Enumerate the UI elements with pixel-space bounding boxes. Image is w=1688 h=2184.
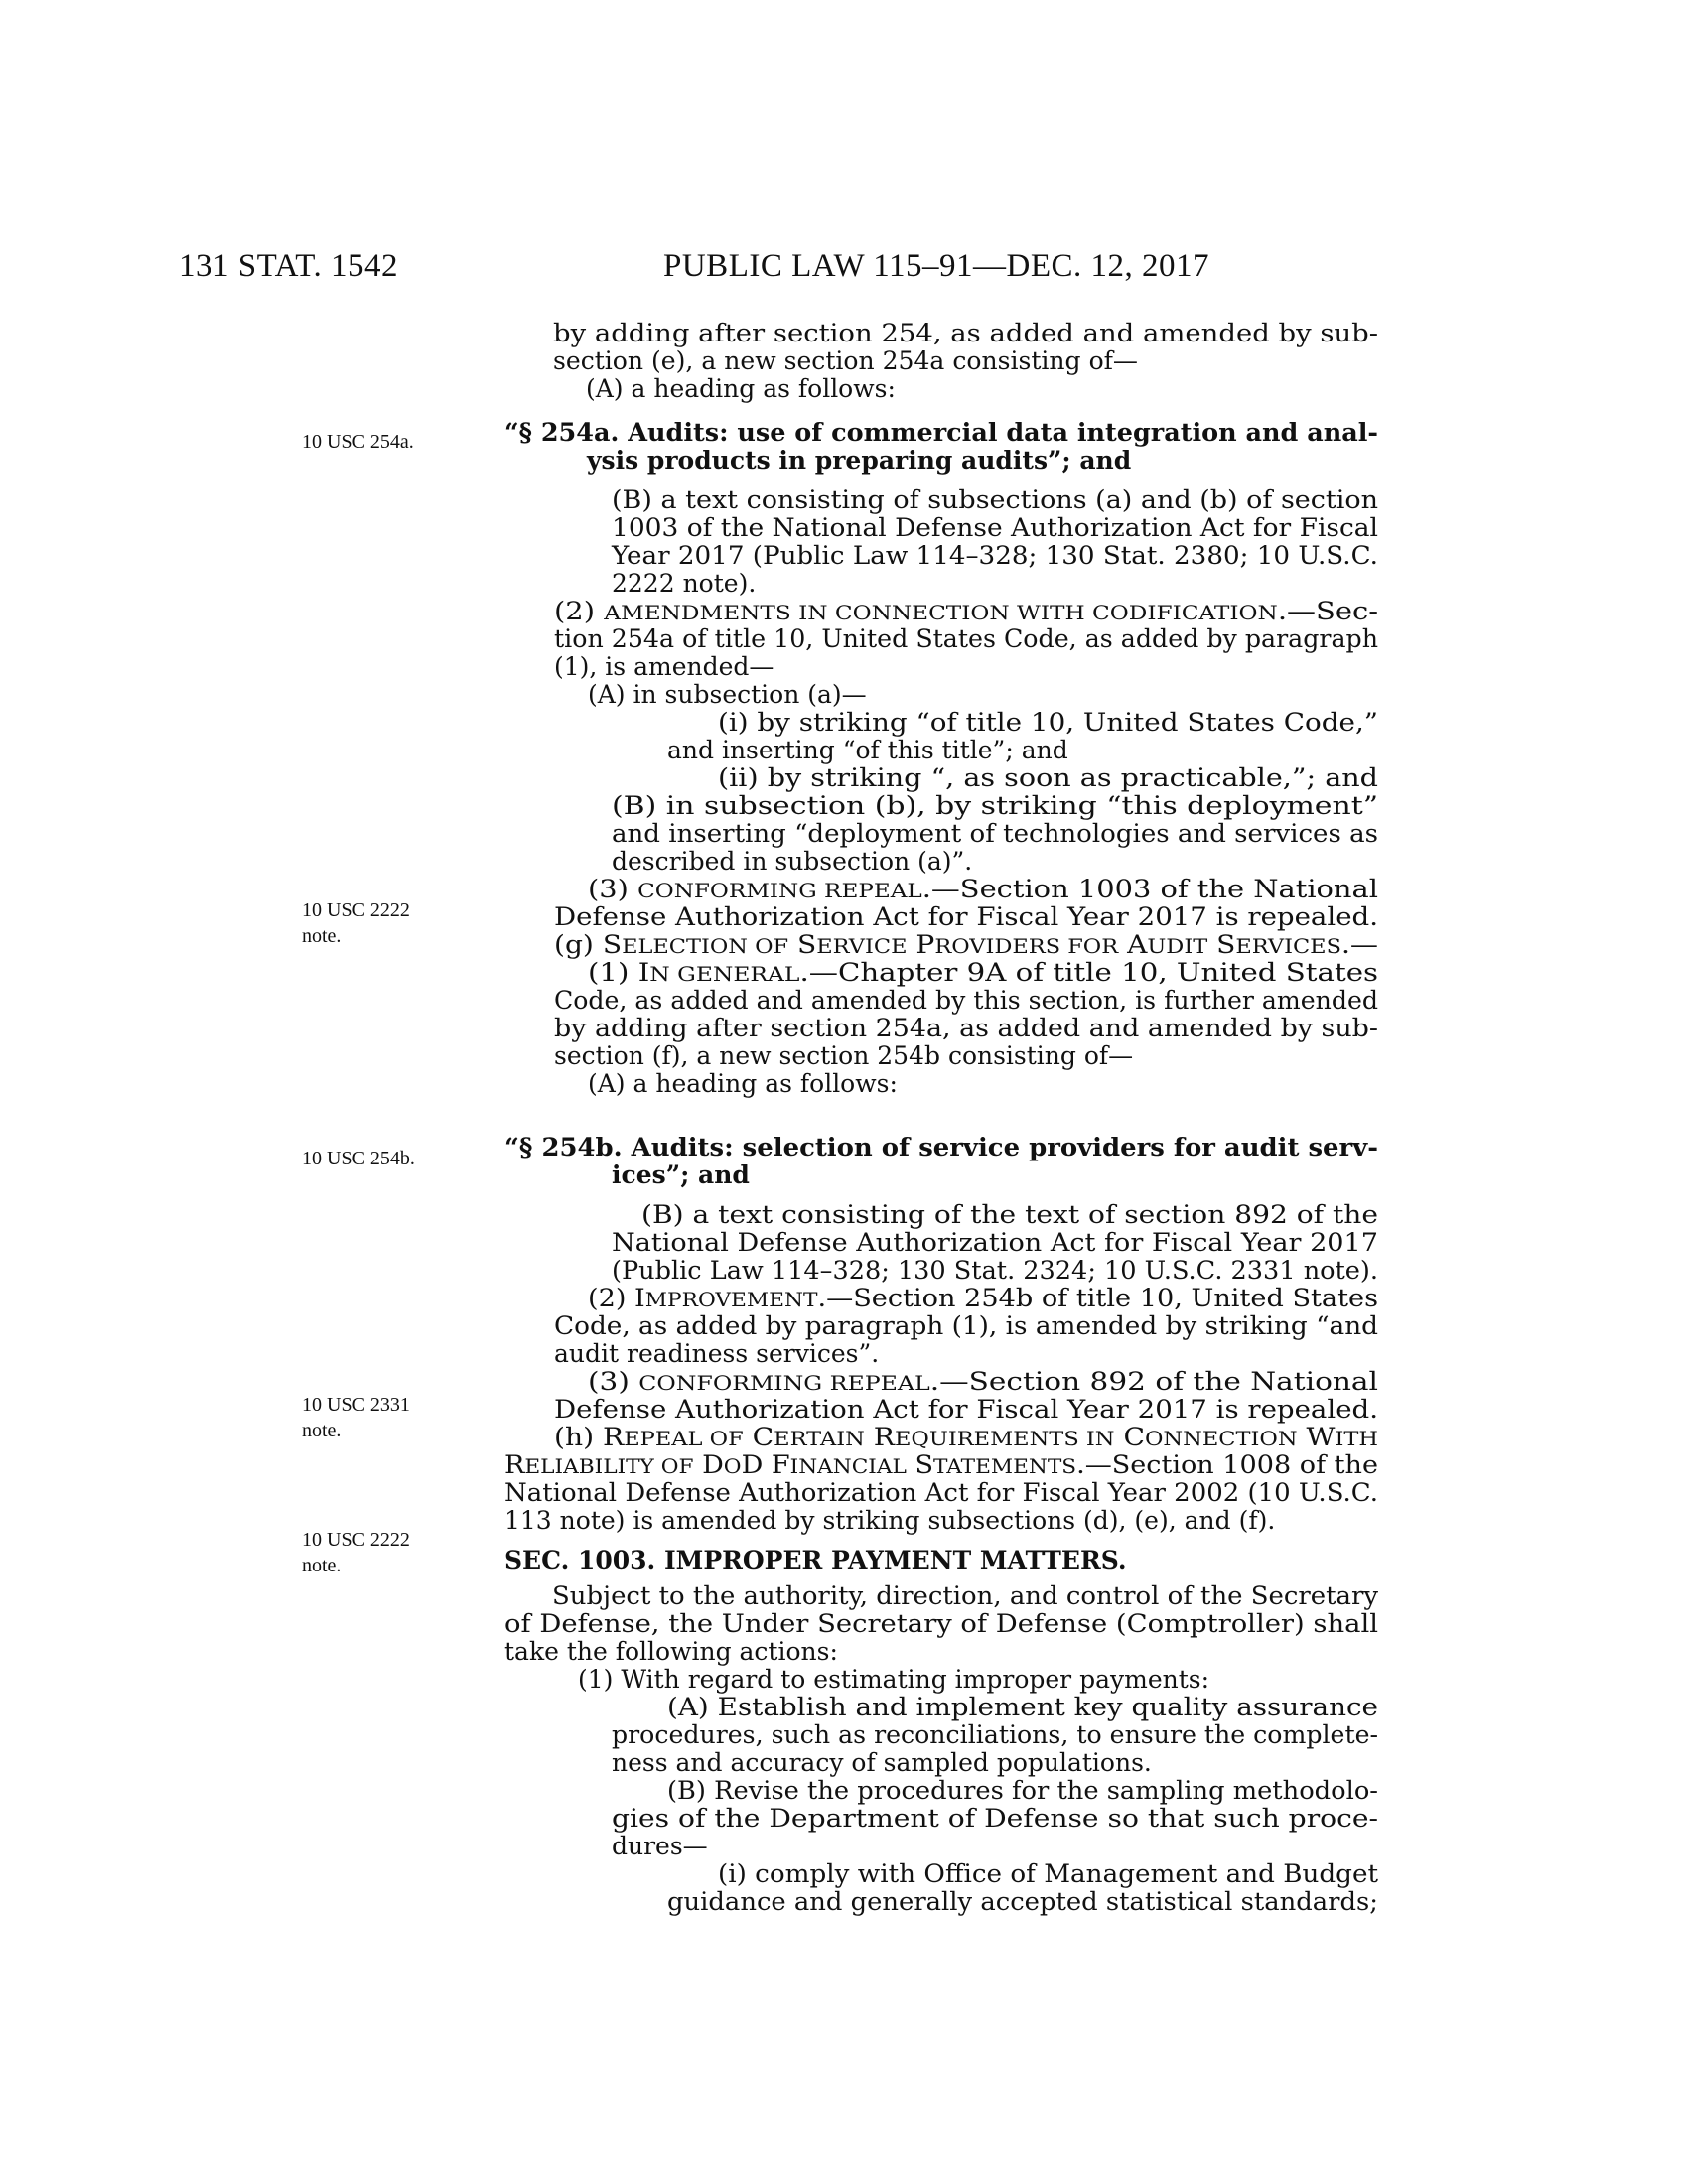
text-line: Defense Authorization Act for Fiscal Year 2017 is repealed.: [554, 902, 1378, 931]
text-line: and inserting “deployment of technologies and services as: [612, 819, 1378, 848]
text-line: (B) a text consisting of subsections (a) and (b) of section: [612, 485, 1378, 514]
text-line: 2222 note).: [612, 569, 757, 598]
public-law-heading: PUBLIC LAW 115–91—DEC. 12, 2017: [663, 248, 1210, 284]
margin-note-usc-2222-b: 10 USC 2222 note.: [302, 1529, 410, 1576]
text-line: “§ 254b. Audits: selection of service providers for audit serv-: [504, 1133, 1378, 1161]
text-line: (A) in subsection (a)—: [588, 680, 867, 709]
text-line: of Defense, the Under Secretary of Defense (Comptroller) shall: [504, 1609, 1378, 1638]
text-line: (i) comply with Office of Management and Budget: [718, 1859, 1378, 1888]
text-line: (A) Establish and implement key quality assurance: [667, 1693, 1378, 1721]
text-line: audit readiness services”.: [554, 1339, 880, 1368]
text-line: (B) Revise the procedures for the sampling methodolo-: [667, 1776, 1378, 1805]
text-line: ness and accuracy of sampled populations.: [612, 1748, 1152, 1777]
text-line: gies of the Department of Defense so that such proce-: [612, 1804, 1378, 1833]
text-line: by adding after section 254a, as added and amended by sub-: [554, 1014, 1378, 1042]
text-line: by adding after section 254, as added and amended by sub-: [553, 319, 1378, 347]
margin-note-usc-254a: 10 USC 254a.: [302, 431, 414, 453]
text-line: described in subsection (a)”.: [612, 847, 973, 876]
text-line: 1003 of the National Defense Authorization Act for Fiscal: [612, 513, 1378, 542]
text-line: (A) a heading as follows:: [586, 374, 896, 403]
text-line: take the following actions:: [504, 1637, 838, 1666]
text-line: (B) a text consisting of the text of section 892 of the: [641, 1200, 1378, 1229]
text-line: 113 note) is amended by striking subsections (d), (e), and (f).: [504, 1506, 1276, 1535]
text-line: SEC. 1003. IMPROPER PAYMENT MATTERS.: [504, 1546, 1127, 1574]
text-line: “§ 254a. Audits: use of commercial data integration and anal-: [504, 418, 1378, 447]
text-line: (2) AMENDMENTS IN CONNECTION WITH CODIFICATION.—Sec-: [554, 597, 1378, 625]
text-line: Code, as added and amended by this section, is further amended: [554, 986, 1378, 1015]
text-line: dures—: [612, 1832, 708, 1860]
margin-note-usc-2331: 10 USC 2331 note.: [302, 1394, 410, 1441]
text-line: and inserting “of this title”; and: [667, 736, 1068, 764]
text-line: (2) IMPROVEMENT.—Section 254b of title 10, United States: [588, 1284, 1378, 1312]
text-line: guidance and generally accepted statistical standards;: [667, 1887, 1378, 1916]
text-line: RELIABILITY OF DOD FINANCIAL STATEMENTS.—Section 1008 of the: [504, 1450, 1378, 1479]
text-line: (g) SELECTION OF SERVICE PROVIDERS FOR AUDIT SERVICES.—: [554, 930, 1378, 959]
text-line: procedures, such as reconciliations, to ensure the complete-: [612, 1720, 1378, 1749]
text-line: (Public Law 114–328; 130 Stat. 2324; 10 U.S.C. 2331 note).: [612, 1256, 1378, 1285]
text-line: (1), is amended—: [554, 652, 774, 681]
text-line: Defense Authorization Act for Fiscal Year 2017 is repealed.: [554, 1395, 1378, 1424]
text-line: (A) a heading as follows:: [588, 1069, 898, 1098]
margin-note-usc-2222: 10 USC 2222 note.: [302, 899, 410, 947]
text-line: ysis products in preparing audits”; and: [587, 446, 1132, 475]
text-line: ices”; and: [612, 1160, 750, 1189]
text-line: National Defense Authorization Act for Fiscal Year 2002 (10 U.S.C.: [504, 1478, 1378, 1507]
text-line: Code, as added by paragraph (1), is amended by striking “and: [554, 1311, 1378, 1340]
margin-note-usc-254b: 10 USC 254b.: [302, 1148, 415, 1169]
text-line: (1) IN GENERAL.—Chapter 9A of title 10, United States: [588, 958, 1378, 987]
text-line: section (f), a new section 254b consisting of—: [554, 1041, 1134, 1070]
text-line: section (e), a new section 254a consisting of—: [553, 346, 1138, 375]
text-line: (i) by striking “of title 10, United States Code,”: [718, 708, 1378, 737]
text-line: (h) REPEAL OF CERTAIN REQUIREMENTS IN CONNECTION WITH: [554, 1423, 1378, 1451]
text-line: (1) With regard to estimating improper payments:: [578, 1665, 1210, 1694]
text-line: Subject to the authority, direction, and control of the Secretary: [552, 1581, 1378, 1610]
text-line: (B) in subsection (b), by striking “this deployment”: [612, 791, 1378, 820]
text-line: National Defense Authorization Act for Fiscal Year 2017: [612, 1228, 1378, 1257]
text-line: tion 254a of title 10, United States Code, as added by paragraph: [554, 624, 1378, 653]
statute-page-reference: 131 STAT. 1542: [179, 248, 399, 284]
text-line: (ii) by striking “, as soon as practicable,”; and: [718, 763, 1378, 792]
text-line: (3) CONFORMING REPEAL.—Section 892 of the National: [588, 1367, 1378, 1396]
text-line: Year 2017 (Public Law 114–328; 130 Stat. 2380; 10 U.S.C.: [612, 541, 1378, 570]
text-line: (3) CONFORMING REPEAL.—Section 1003 of the National: [588, 875, 1378, 903]
